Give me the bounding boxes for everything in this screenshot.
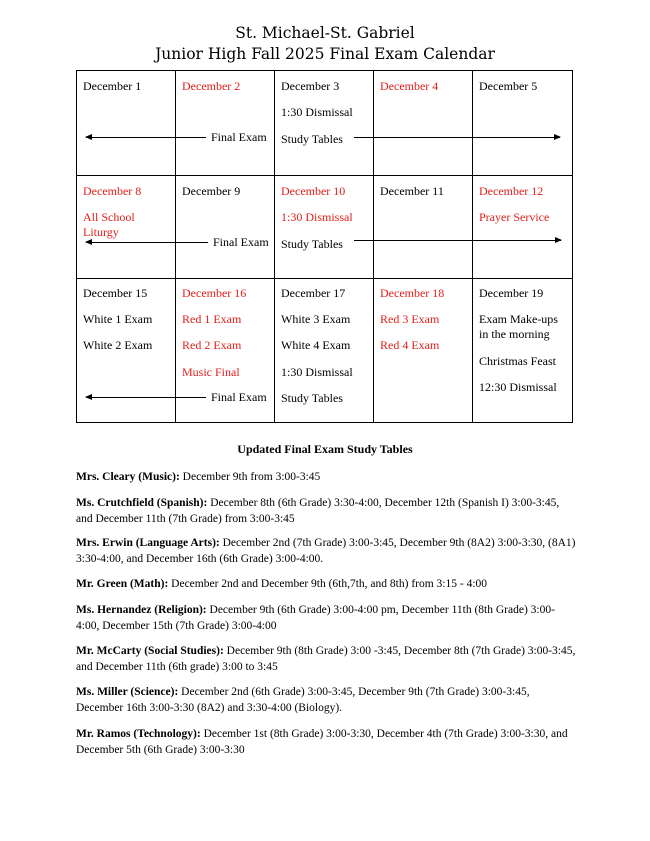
study-tables-heading: Updated Final Exam Study Tables	[237, 442, 413, 456]
day-event: White 4 Exam	[281, 338, 351, 352]
entry-details: December 9th (8th Grade) 3:00 -3:45, December 8th (7th Grade) 3:00-3:45, and December 11th (6th grade) 3:00 to 3:45	[76, 645, 576, 673]
entry-details: December 2nd and December 9th (6th,7th, and 8th) from 3:15 - 4:00	[168, 578, 488, 590]
study-table-entry	[76, 576, 576, 592]
teacher-name: Mr. Ramos (Technology):	[76, 728, 201, 740]
entry-details: December 2nd (7th Grade) 3:00-3:45, December 9th (8A2) 3:00-3:30, (8A1) 3:30-4:00, and December 16th (6th Grade) 3:00-4:00.	[76, 537, 576, 565]
calendar-day-cell	[374, 279, 473, 423]
day-date: December 5	[479, 79, 538, 93]
day-date: December 3	[281, 79, 340, 93]
day-event: White 3 Exam	[281, 312, 351, 326]
right-arrow	[354, 137, 560, 138]
left-arrow	[86, 137, 206, 138]
calendar-week-1	[77, 71, 573, 176]
day-event: White 1 Exam	[83, 312, 153, 326]
left-arrow	[86, 242, 208, 243]
study-table-entry	[76, 535, 576, 567]
final-exam-label: Final Exam	[213, 235, 269, 249]
calendar-day-cell	[77, 279, 176, 423]
calendar-day-cell	[473, 279, 573, 423]
calendar-day-cell	[275, 176, 374, 279]
study-table-entry	[76, 643, 576, 675]
day-event: Exam Make-ups in the morning	[479, 312, 558, 341]
teacher-name: Ms. Crutchfield (Spanish):	[76, 497, 208, 509]
day-event: Red 2 Exam	[182, 338, 242, 352]
calendar-day-cell	[176, 176, 275, 279]
calendar-week-2	[77, 176, 573, 279]
day-event: Red 4 Exam	[380, 338, 440, 352]
calendar-day-cell	[77, 176, 176, 279]
calendar-day-cell	[77, 71, 176, 176]
teacher-name: Mrs. Erwin (Language Arts):	[76, 537, 220, 549]
day-event: Study Tables	[281, 391, 343, 405]
day-date: December 9	[182, 184, 241, 198]
teacher-name: Ms. Hernandez (Religion):	[76, 604, 207, 616]
day-date: December 12	[479, 184, 544, 198]
document-title: St. Michael-St. Gabriel	[235, 24, 415, 42]
day-event: Study Tables	[281, 132, 343, 146]
teacher-name: Mrs. Cleary (Music):	[76, 471, 180, 483]
day-date: December 19	[479, 286, 544, 300]
day-event: Study Tables	[281, 237, 343, 251]
calendar-day-cell	[374, 176, 473, 279]
day-date: December 8	[83, 184, 142, 198]
calendar-day-cell	[374, 71, 473, 176]
entry-details: December 9th from 3:00-3:45	[179, 471, 321, 483]
day-date: December 1	[83, 79, 142, 93]
study-table-entry	[76, 469, 576, 485]
right-arrow	[354, 240, 561, 241]
day-event: 12:30 Dismissal	[479, 380, 557, 394]
entry-details: December 8th (6th Grade) 3:30-4:00, December 12th (Spanish I) 3:00-3:45, and December 11th (7th Grade) from 3:00-3:45	[76, 497, 560, 525]
calendar-day-cell	[275, 279, 374, 423]
calendar-week-3	[77, 279, 573, 423]
exam-calendar-table	[76, 70, 573, 423]
day-event: 1:30 Dismissal	[281, 105, 353, 119]
calendar-day-cell	[473, 176, 573, 279]
study-table-entry	[76, 684, 576, 716]
teacher-name: Mr. Green (Math):	[76, 578, 169, 590]
study-table-entry	[76, 495, 576, 527]
left-arrow	[86, 397, 206, 398]
day-event: Prayer Service	[479, 210, 550, 224]
day-event: All School Liturgy	[83, 210, 135, 239]
day-date: December 10	[281, 184, 346, 198]
day-date: December 18	[380, 286, 445, 300]
teacher-name: Ms. Miller (Science):	[76, 686, 179, 698]
calendar-day-cell	[473, 71, 573, 176]
study-table-entry	[76, 602, 576, 634]
study-table-entry	[76, 726, 576, 758]
day-event: Music Final	[182, 365, 240, 379]
day-event: Red 3 Exam	[380, 312, 440, 326]
entry-details: December 2nd (6th Grade) 3:00-3:45, December 9th (7th Grade) 3:00-3:45, December 16th 3:00-3:30 (8A2) and 3:30-4:00 (Biology).	[76, 686, 530, 714]
day-event: White 2 Exam	[83, 338, 153, 352]
day-event: Christmas Feast	[479, 354, 556, 368]
day-date: December 15	[83, 286, 148, 300]
final-exam-label: Final Exam	[211, 390, 267, 404]
calendar-day-cell	[176, 71, 275, 176]
day-date: December 17	[281, 286, 346, 300]
day-event: 1:30 Dismissal	[281, 365, 353, 379]
day-date: December 11	[380, 184, 444, 198]
day-date: December 4	[380, 79, 439, 93]
final-exam-label: Final Exam	[211, 130, 267, 144]
document-subtitle: Junior High Fall 2025 Final Exam Calendar	[155, 45, 495, 63]
teacher-name: Mr. McCarty (Social Studies):	[76, 645, 224, 657]
day-event: Red 1 Exam	[182, 312, 242, 326]
day-event: 1:30 Dismissal	[281, 210, 353, 224]
day-date: December 16	[182, 286, 247, 300]
day-date: December 2	[182, 79, 241, 93]
entry-details: December 1st (8th Grade) 3:00-3:30, December 4th (7th Grade) 3:00-3:30, and December 5th (6th Grade) 3:00-3:30	[76, 728, 568, 756]
calendar-day-cell	[275, 71, 374, 176]
entry-details: December 9th (6th Grade) 3:00-4:00 pm, December 11th (8th Grade) 3:00-4:00, December 15th (7th Grade) 3:00-4:00	[76, 604, 555, 632]
